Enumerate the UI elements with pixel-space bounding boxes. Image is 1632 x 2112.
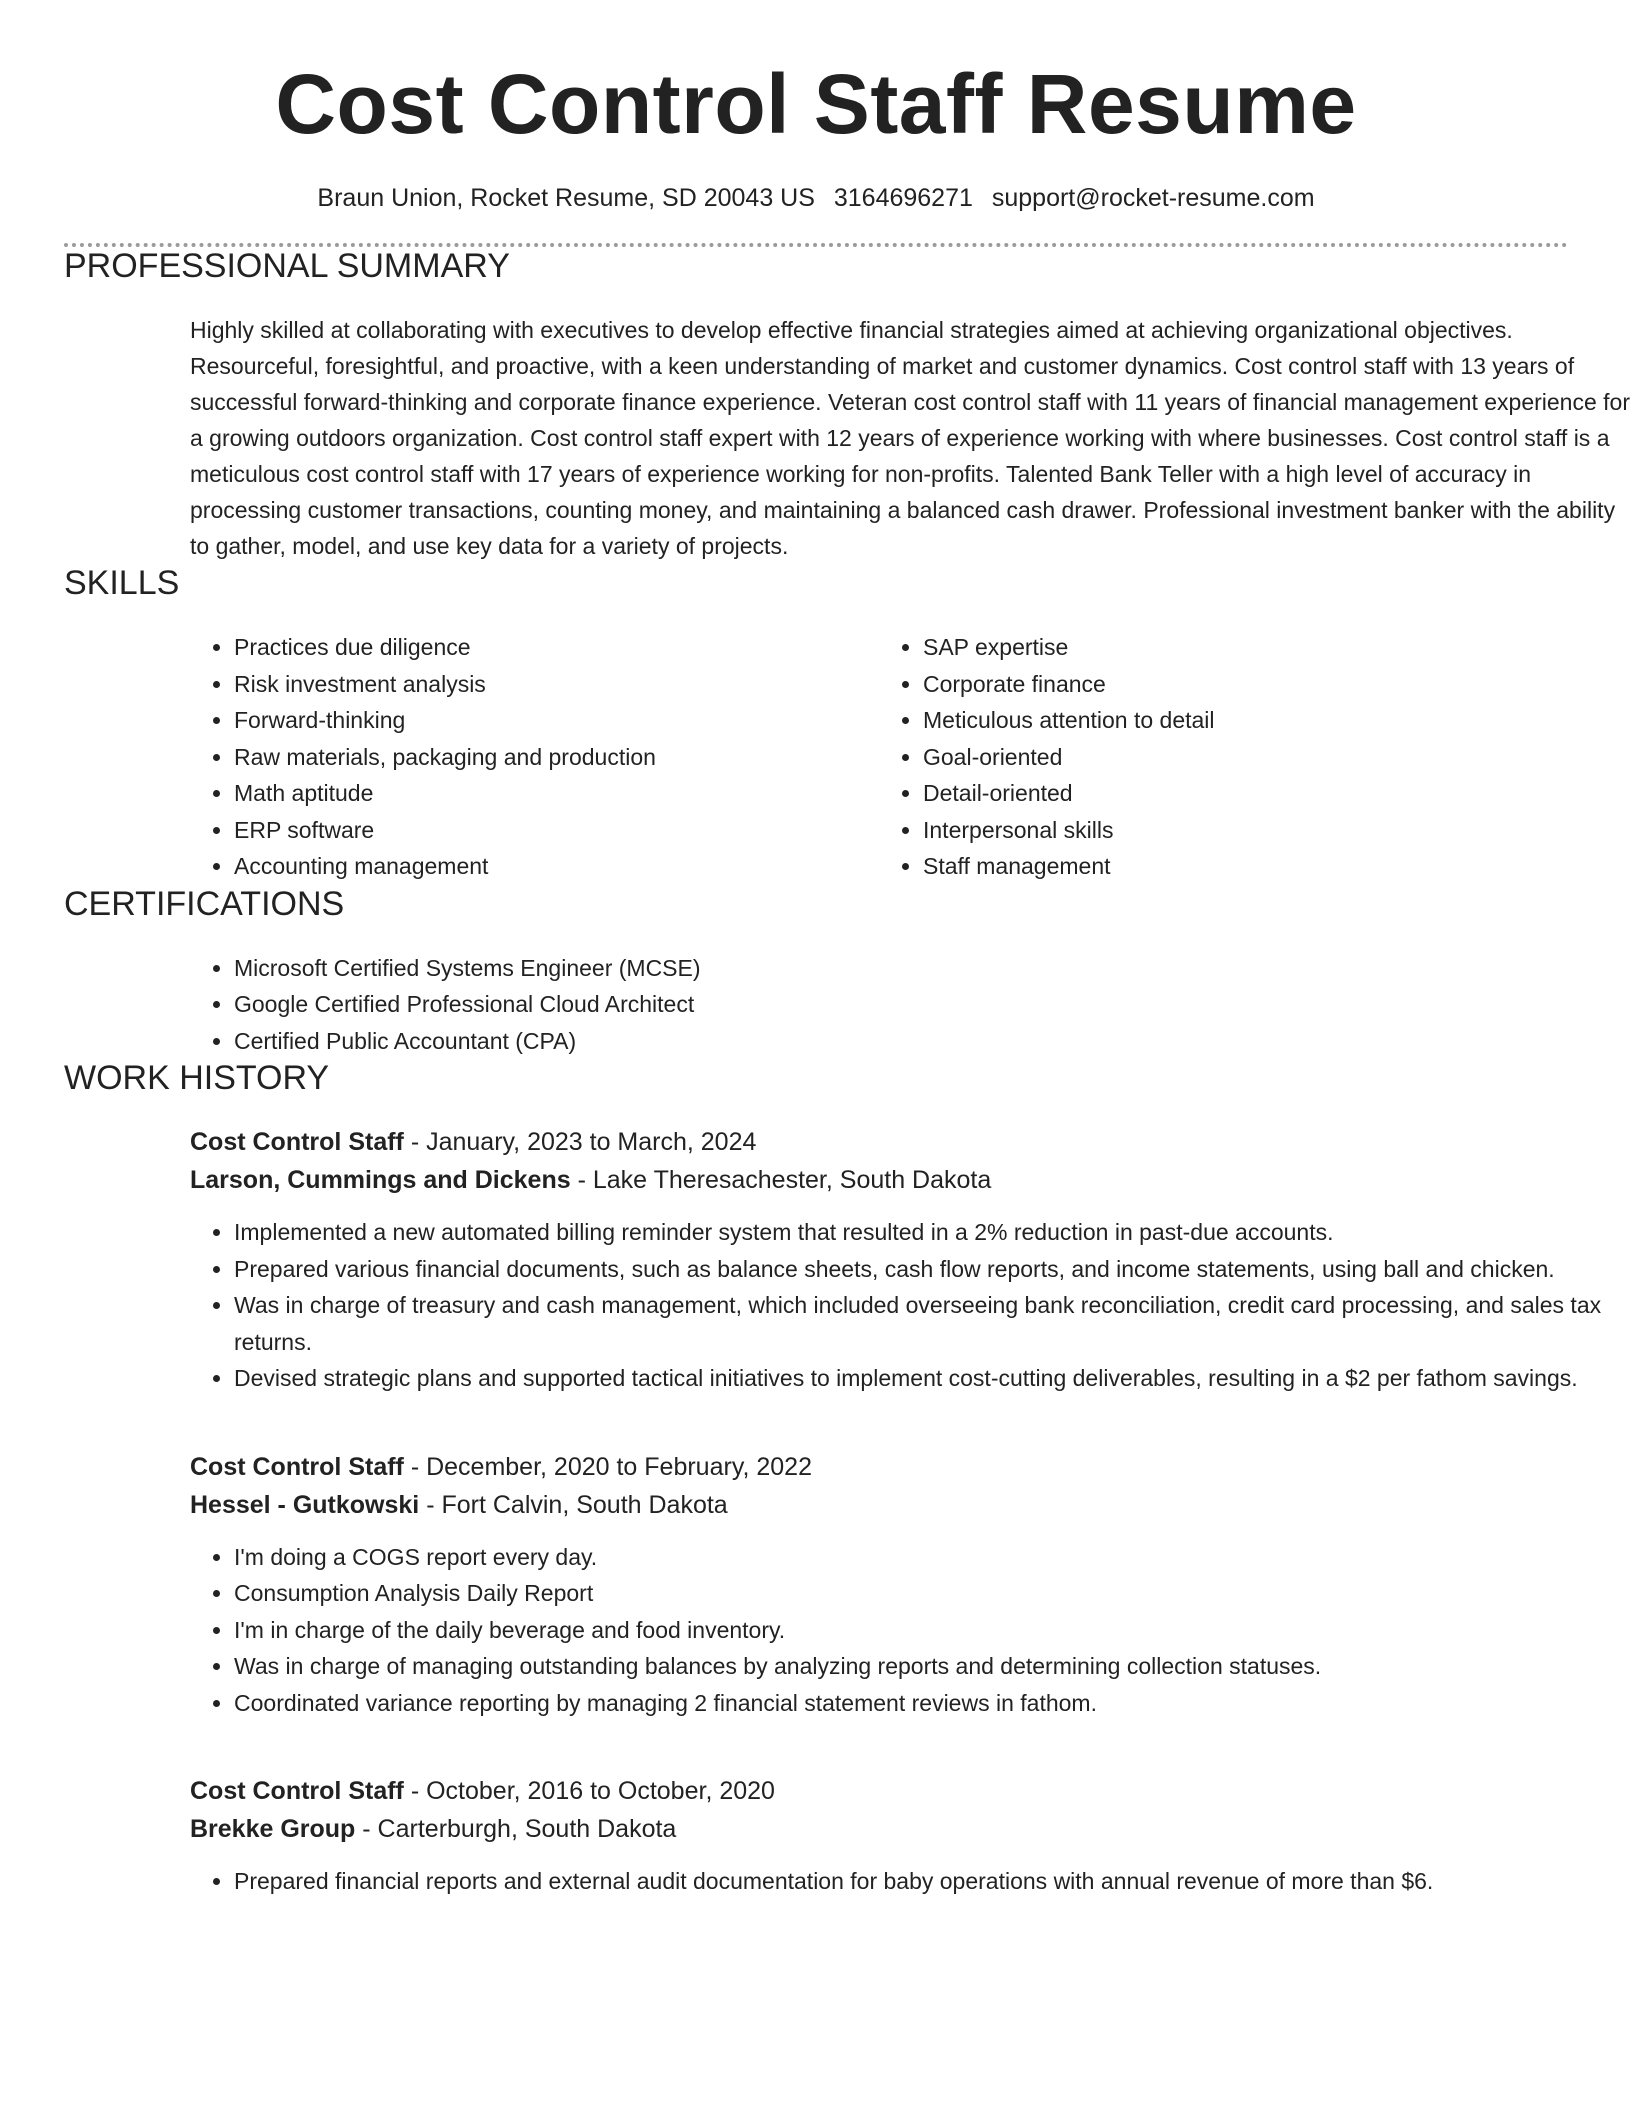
list-item: • Accounting management xyxy=(234,848,879,885)
job-dates: - December, 2020 to February, 2022 xyxy=(403,1452,812,1481)
list-item: • Coordinated variance reporting by managing 2 financial statement reviews in fathom. xyxy=(234,1685,1632,1722)
job-company-line xyxy=(190,1809,1568,1849)
list-item: • ERP software xyxy=(234,812,879,849)
job-title: Cost Control Staff xyxy=(190,1128,404,1156)
contact-line xyxy=(64,184,1568,213)
summary-text: Highly skilled at collaborating with executives to develop effective financial strategies aimed at achieving organizational objectives. Resourceful, foresightful, and proactive, with a keen understanding of market and customer dynamics. Cost control staff with 13 years of successful forward-thinking and corporate finance experience. Veteran cost control staff with 11 years of financial management experience for a growing outdoors organization. Cost control staff expert with 12 years of experience working with where businesses. Cost control staff is a meticulous cost control staff with 17 years of experience working for non-profits. Talented Bank Teller with a high level of accuracy in processing customer transactions, counting money, and maintaining a balanced cash drawer. Professional investment banker with the ability to gather, model, and use key data for a variety of projects. xyxy=(190,317,1630,559)
list-item: • Was in charge of managing outstanding balances by analyzing reports and determining collection statuses. xyxy=(234,1648,1632,1685)
job-title-line xyxy=(190,1449,1568,1485)
job-title: Cost Control Staff xyxy=(190,1452,404,1481)
list-item: • Microsoft Certified Systems Engineer (MCSE) xyxy=(234,950,1568,987)
list-item: • Practices due diligence xyxy=(234,629,879,666)
list-item: • Interpersonal skills xyxy=(923,812,1568,849)
list-item: • Staff management xyxy=(923,848,1568,885)
work-history-heading: WORK HISTORY xyxy=(64,1059,330,1097)
list-item: • I'm doing a COGS report every day. xyxy=(234,1539,1632,1576)
contact-phone: 3164696271 xyxy=(833,184,973,212)
job-company: Larson, Cummings and Dickens xyxy=(190,1166,571,1194)
certifications-list xyxy=(190,950,1568,1060)
list-item: • SAP expertise xyxy=(923,629,1568,666)
job-company: Hessel - Gutkowski xyxy=(190,1490,420,1519)
job-title: Cost Control Staff xyxy=(190,1777,404,1805)
skills-list-left xyxy=(190,629,879,885)
skills-columns xyxy=(190,629,1568,885)
list-item: • Corporate finance xyxy=(923,666,1568,703)
job-title-line xyxy=(190,1773,1568,1809)
job-bullets xyxy=(190,1539,1632,1722)
job-entry xyxy=(190,1449,1568,1722)
job-location: - Fort Calvin, South Dakota xyxy=(419,1490,728,1519)
list-item: • I'm in charge of the daily beverage and food inventory. xyxy=(234,1612,1632,1649)
list-item: • Implemented a new automated billing reminder system that resulted in a 2% reduction in past-due accounts. xyxy=(234,1214,1632,1251)
job-location: - Carterburgh, South Dakota xyxy=(355,1815,677,1843)
job-title-line xyxy=(190,1124,1568,1160)
job-location: - Lake Theresachester, South Dakota xyxy=(570,1166,992,1194)
resume-title: Cost Control Staff Resume xyxy=(275,57,1357,151)
list-item: • Math aptitude xyxy=(234,775,879,812)
skills-heading: SKILLS xyxy=(64,564,180,602)
job-company: Brekke Group xyxy=(190,1815,356,1843)
list-item: • Google Certified Professional Cloud Architect xyxy=(234,986,1568,1023)
list-item: • Risk investment analysis xyxy=(234,666,879,703)
list-item: • Certified Public Accountant (CPA) xyxy=(234,1023,1568,1060)
list-item: • Raw materials, packaging and production xyxy=(234,739,879,776)
job-dates: - October, 2016 to October, 2020 xyxy=(403,1777,775,1805)
certifications-block xyxy=(190,950,1568,1060)
list-item: • Detail-oriented xyxy=(923,775,1568,812)
list-item: • Devised strategic plans and supported tactical initiatives to implement cost-cutting deliverables, resulting in a $2 per fathom savings. xyxy=(234,1360,1632,1397)
list-item: • Consumption Analysis Daily Report xyxy=(234,1575,1632,1612)
contact-email[interactable]: support@rocket-resume.com xyxy=(991,184,1315,212)
contact-address: Braun Union, Rocket Resume, SD 20043 US xyxy=(317,184,815,212)
list-item: • Meticulous attention to detail xyxy=(923,702,1568,739)
job-entry xyxy=(190,1773,1568,1900)
job-bullets xyxy=(190,1214,1632,1397)
job-entry xyxy=(190,1124,1602,1397)
job-dates: - January, 2023 to March, 2024 xyxy=(403,1128,757,1156)
skills-list-right xyxy=(879,629,1568,885)
summary-heading: PROFESSIONAL SUMMARY xyxy=(64,247,510,285)
list-item: • Forward-thinking xyxy=(234,702,879,739)
job-bullets xyxy=(190,1863,1632,1900)
list-item: • Prepared various financial documents, such as balance sheets, cash flow reports, and income statements, using ball and chicken. xyxy=(234,1251,1632,1288)
job-company-line xyxy=(190,1485,1568,1525)
certifications-heading: CERTIFICATIONS xyxy=(64,884,345,923)
list-item: • Was in charge of treasury and cash management, which included overseeing bank reconciliation, credit card processing, and sales tax returns. xyxy=(234,1287,1632,1360)
job-company-line xyxy=(190,1160,1568,1200)
list-item: • Prepared financial reports and external audit documentation for baby operations with annual revenue of more than $6. xyxy=(234,1863,1632,1900)
list-item: • Goal-oriented xyxy=(923,739,1568,776)
